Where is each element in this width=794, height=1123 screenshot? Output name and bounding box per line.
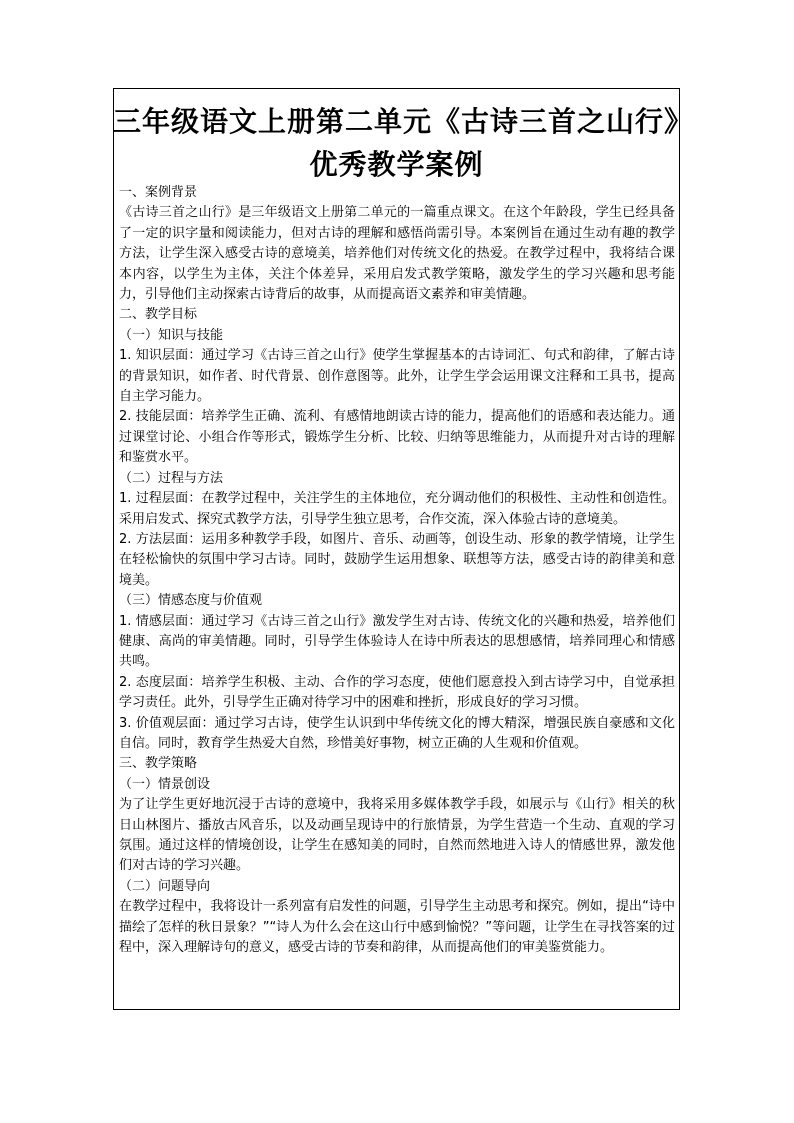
paragraph: 1. 过程层面：在教学过程中，关注学生的主体地位，充分调动他们的积极性、主动性和创造性。采用启发式、探究式教学方法，引导学生独立思考，合作交流，深入体验古诗的意境美。: [119, 491, 675, 527]
subsection-heading: （二）问题导向: [119, 878, 211, 894]
section-heading: 二、教学目标: [119, 307, 198, 323]
paragraph: 2. 技能层面：培养学生正确、流利、有感情地朗读古诗的能力，提高他们的语感和表达能力。通过课堂讨论、小组合作等形式，锻炼学生分析、比较、归纳等思维能力，从而提升对古诗的理解和鉴赏水平。: [119, 409, 675, 466]
paragraph: 为了让学生更好地沉浸于古诗的意境中，我将采用多媒体教学手段，如展示与《山行》相关的秋日山林图片、播放古风音乐，以及动画呈现诗中的行旅情景，为学生营造一个生动、直观的学习氛围。通过这样的情境创设，让学生在感知美的同时，自然而然地进入诗人的情感世界，激发他们对古诗的学习兴趣。: [119, 797, 675, 874]
section-heading: 一、案例背景: [119, 185, 198, 200]
subsection-heading: （一）情景创设: [119, 776, 211, 792]
paragraph: 1. 知识层面：通过学习《古诗三首之山行》使学生掌握基本的古诗词汇、句式和韵律，了解古诗的背景知识，如作者、时代背景、创作意图等。此外，让学生学会运用课文注释和工具书，提高自主学习能力。: [119, 348, 675, 405]
document-title: [113, 100, 694, 186]
paragraph: 2. 态度层面：培养学生积极、主动、合作的学习态度，使他们愿意投入到古诗学习中，自觉承担学习责任。此外，引导学生正确对待学习中的困难和挫折，形成良好的学习习惯。: [119, 674, 675, 711]
document-body: [119, 183, 675, 958]
title-line-1: 三年级语文上册第二单元《古诗三首之山行》: [113, 105, 694, 138]
title-line-2: 优秀教学案例: [309, 148, 484, 181]
paragraph: 3. 价值观层面：通过学习古诗，使学生认识到中华传统文化的博大精深，增强民族自豪感和文化自信。同时，教育学生热爱大自然，珍惜美好事物，树立正确的人生观和价值观。: [119, 715, 675, 751]
subsection-heading: （三）情感态度与价值观: [119, 593, 263, 609]
subsection-heading: （一）知识与技能: [119, 327, 224, 343]
subsection-heading: （二）过程与方法: [119, 470, 224, 486]
paragraph: 1. 情感层面：通过学习《古诗三首之山行》激发学生对古诗、传统文化的兴趣和热爱，培养他们健康、高尚的审美情趣。同时，引导学生体验诗人在诗中所表达的思想感情，培养同理心和情感共鸣。: [119, 613, 675, 670]
paragraph: 在教学过程中，我将设计一系列富有启发性的问题，引导学生主动思考和探究。例如，提出“诗中描绘了怎样的秋日景象？”“诗人为什么会在这山行中感到愉悦？”等问题，让学生在寻找答案的过程中，深入理解诗句的意义，感受古诗的节奏和韵律，从而提高他们的审美鉴赏能力。: [119, 899, 675, 956]
section-heading: 三、教学策略: [119, 756, 198, 772]
paragraph: 2. 方法层面：运用多种教学手段，如图片、音乐、动画等，创设生动、形象的教学情境，让学生在轻松愉快的氛围中学习古诗。同时，鼓励学生运用想象、联想等方法，感受古诗的韵律美和意境美。: [119, 531, 675, 588]
paragraph: 《古诗三首之山行》是三年级语文上册第二单元的一篇重点课文。在这个年龄段，学生已经具备了一定的识字量和阅读能力，但对古诗的理解和感悟尚需引导。本案例旨在通过生动有趣的教学方法，让学生深入感受古诗的意境美，培养他们对传统文化的热爱。在教学过程中，我将结合课本内容，以学生为主体，关注个体差异，采用启发式教学策略，激发学生的学习兴趣和思考能力，引导他们主动探索古诗背后的故事，从而提高语文素养和审美情趣。: [119, 205, 675, 303]
